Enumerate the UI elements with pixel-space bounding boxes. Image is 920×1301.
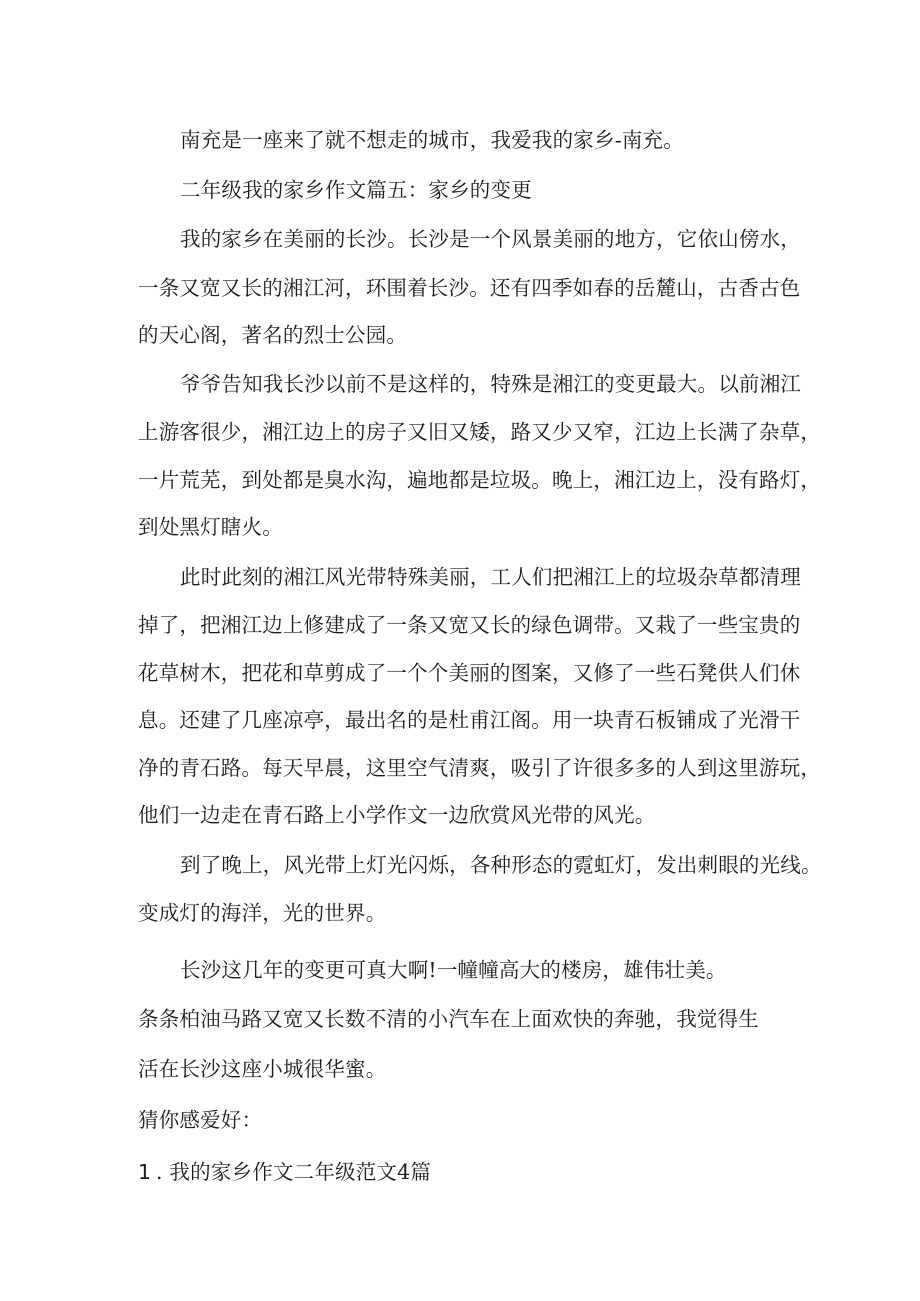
text-line: 上游客很少，湘江边上的房子又旧又矮，路又少又窄，江边上长满了杂草， <box>138 420 822 444</box>
text-line: 条条柏油马路又宽又长数不清的小汽车在上面欢快的奔驰，我觉得生 <box>138 1007 759 1031</box>
text-line: 一片荒芜，到处都是臭水沟，遍地都是垃圾。晚上，湘江边上，没有路灯， <box>138 468 822 492</box>
related-link[interactable]: . 我的家乡作文二年级范文4篇 <box>156 1160 432 1184</box>
text-line: 一条又宽又长的湘江河，环围着长沙。还有四季如春的岳麓山，古香古色 <box>138 276 801 300</box>
text-line: 活在长沙这座小城很华蜜。 <box>138 1057 387 1081</box>
text-line: 我的家乡在美丽的长沙。长沙是一个风景美丽的地方，它依山傍水， <box>180 227 801 251</box>
text-line: 净的青石路。每天早晨，这里空气清爽，吸引了许很多多的人到这里游玩， <box>138 756 822 780</box>
text-line: 息。还建了几座凉亭，最出名的是杜甫江阁。用一块青石板铺成了光滑干 <box>138 708 801 732</box>
list-item-number: 1 <box>138 1160 152 1184</box>
text-line: 南充是一座来了就不想走的城市，我爱我的家乡-南充。 <box>180 128 684 152</box>
text-line: 掉了，把湘江边上修建成了一条又宽又长的绿色调带。又栽了一些宝贵的 <box>138 613 801 637</box>
text-line: 爷爷告知我长沙以前不是这样的，特殊是湘江的变更最大。以前湘江 <box>180 372 801 396</box>
text-line: 他们一边走在青石路上小学作文一边欣赏风光带的风光。 <box>138 803 656 827</box>
text-line: 花草树木，把花和草剪成了一个个美丽的图案，又修了一些石凳供人们休 <box>138 661 801 685</box>
text-line: 变成灯的海洋，光的世界。 <box>138 901 387 925</box>
text-line: 此时此刻的湘江风光带特殊美丽，工人们把湘江上的垃圾杂草都清理 <box>180 565 801 589</box>
section-heading: 二年级我的家乡作文篇五：家乡的变更 <box>180 178 532 202</box>
text-line: 的天心阁，著名的烈士公园。 <box>138 323 408 347</box>
text-line: 到处黑灯瞎火。 <box>138 515 283 539</box>
related-heading: 猜你感爱好： <box>138 1108 263 1132</box>
text-line: 长沙这几年的变更可真大啊!一幢幢高大的楼房，雄伟壮美。 <box>180 958 727 982</box>
text-line: 到了晚上，风光带上灯光闪烁，各种形态的霓虹灯，发出刺眼的光线。 <box>180 853 822 877</box>
